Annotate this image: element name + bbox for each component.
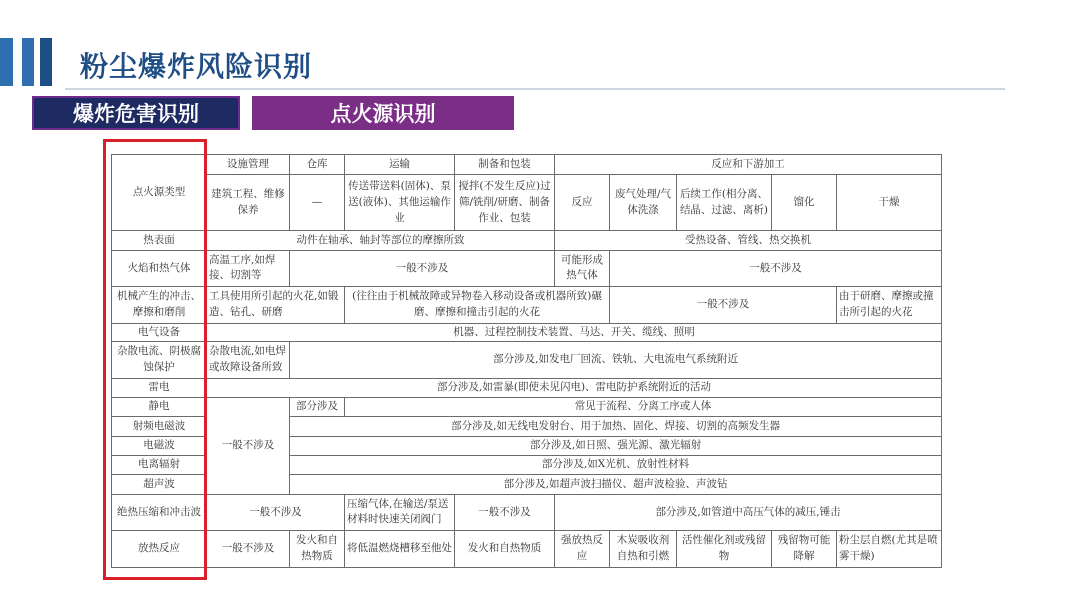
row-label: 电气设备 <box>112 323 207 341</box>
row-label: 超声波 <box>112 475 207 494</box>
table-cell: 杂散电流,如电焊或故障设备所致 <box>207 342 290 379</box>
table-cell: 一般不涉及 <box>207 398 290 495</box>
table-cell: 一般不涉及 <box>610 250 942 287</box>
table-row <box>112 398 942 417</box>
row-label: 杂散电流、阴极腐蚀保护 <box>112 342 207 379</box>
table-cell: 部分涉及,如发电厂回流、铁轨、大电流电气系统附近 <box>290 342 942 379</box>
table-cell: 一般不涉及 <box>207 494 345 531</box>
table-cell: 废气处理/气体洗涤 <box>610 175 677 231</box>
row-label: 电离辐射 <box>112 455 207 474</box>
table-cell: 建筑工程、维修保养 <box>207 175 290 231</box>
table-cell: 木炭吸收剂自热和引燃 <box>610 531 677 568</box>
table-cell: 传送带送料(固体)、泵送(液体)、其他运输作业 <box>345 175 455 231</box>
table-cell: 高温工序,如焊接、切割等 <box>207 250 290 287</box>
row-label: 电磁波 <box>112 436 207 455</box>
table-cell: 机器、过程控制技术装置、马达、开关、缆线、照明 <box>207 323 942 341</box>
table-cell: (往往由于机械故障或异物卷入移动设备或机器所致)碾磨、摩擦和撞击引起的火花 <box>345 287 610 324</box>
table-cell: 将低温燃烧槽移至他处 <box>345 531 455 568</box>
table-cell: 部分涉及,如无线电发射台、用于加热、固化、焊接、切割的高频发生器 <box>290 417 942 436</box>
table-cell: 发火和自热物质 <box>290 531 345 568</box>
table-cell: 由于研磨、摩擦或撞击所引起的火花 <box>837 287 942 324</box>
row-label: 静电 <box>112 398 207 417</box>
row-label: 机械产生的冲击、摩擦和磨削 <box>112 287 207 324</box>
table-row <box>112 250 942 287</box>
table-cell: 发火和自热物质 <box>455 531 555 568</box>
table-cell: 压缩气体,在输送/泵送材料时快速关闭阀门 <box>345 494 455 531</box>
table-cell: 动件在轴承、轴封等部位的摩擦所致 <box>207 231 555 250</box>
table-cell: 后续工作(相分离、结晶、过滤、离析) <box>677 175 772 231</box>
table-cell: 工具使用所引起的火花,如锻造、钻孔、研磨 <box>207 287 345 324</box>
title-accent-bar <box>22 38 34 86</box>
table-cell: 部分涉及,如超声波扫描仪、超声波检验、声波钻 <box>290 475 942 494</box>
table-cell: 常见于流程、分离工序或人体 <box>345 398 942 417</box>
table-cell: 一般不涉及 <box>455 494 555 531</box>
page-title: 粉尘爆炸风险识别 <box>80 50 313 83</box>
table-cell: 部分涉及,如X光机、放射性材料 <box>290 455 942 474</box>
table-cell: 反应 <box>555 175 610 231</box>
tab-explosion-hazard[interactable]: 爆炸危害识别 <box>32 96 240 130</box>
table-cell: 馏化 <box>772 175 837 231</box>
table-cell: 搅拌(不发生反应)过筛/铣削/研磨、制备作业、包装 <box>455 175 555 231</box>
header-warehouse: 仓库 <box>290 155 345 175</box>
table-cell: 残留物可能降解 <box>772 531 837 568</box>
table-row <box>112 287 942 324</box>
row-label: 放热反应 <box>112 531 207 568</box>
table-row <box>112 494 942 531</box>
table-cell: 受热设备、管线、热交换机 <box>555 231 942 250</box>
title-accent-bar <box>40 38 52 86</box>
table-cell: 部分涉及,如日照、强光源、激光辐射 <box>290 436 942 455</box>
tab-ignition-source[interactable]: 点火源识别 <box>252 96 514 130</box>
title-divider <box>65 88 1005 90</box>
table-cell: 干燥 <box>837 175 942 231</box>
table-cell: 一般不涉及 <box>610 287 837 324</box>
row-label: 热表面 <box>112 231 207 250</box>
table-cell: 可能形成热气体 <box>555 250 610 287</box>
table-row <box>112 531 942 568</box>
table-subheader-row <box>112 175 942 231</box>
table-cell: 活性催化剂或残留物 <box>677 531 772 568</box>
table-row <box>112 342 942 379</box>
first-column-highlight-box <box>103 139 207 580</box>
table-cell: 部分涉及,如管道中高压气体的减压,锤击 <box>555 494 942 531</box>
row-label: 绝热压缩和冲击波 <box>112 494 207 531</box>
title-accent-bar <box>0 38 13 86</box>
table-cell: 部分涉及,如雷暴(即使未见闪电)、雷电防护系统附近的活动 <box>207 378 942 397</box>
table-row <box>112 378 942 397</box>
row-label: 射频电磁波 <box>112 417 207 436</box>
header-reaction-downstream: 反应和下游加工 <box>555 155 942 175</box>
header-preparation-packaging: 制备和包装 <box>455 155 555 175</box>
header-facility-management: 设施管理 <box>207 155 290 175</box>
ignition-source-table <box>111 154 942 568</box>
table-row <box>112 323 942 341</box>
header-ignition-type: 点火源类型 <box>112 155 207 231</box>
table-header-row <box>112 155 942 175</box>
table-cell: 一般不涉及 <box>207 531 290 568</box>
row-label: 雷电 <box>112 378 207 397</box>
table-cell: 粉尘层自燃(尤其是喷雾干燥) <box>837 531 942 568</box>
row-label: 火焰和热气体 <box>112 250 207 287</box>
table-cell: 一般不涉及 <box>290 250 555 287</box>
header-transport: 运输 <box>345 155 455 175</box>
table-cell: 强放热反应 <box>555 531 610 568</box>
table-cell: — <box>290 175 345 231</box>
table-row <box>112 231 942 250</box>
table-cell: 部分涉及 <box>290 398 345 417</box>
